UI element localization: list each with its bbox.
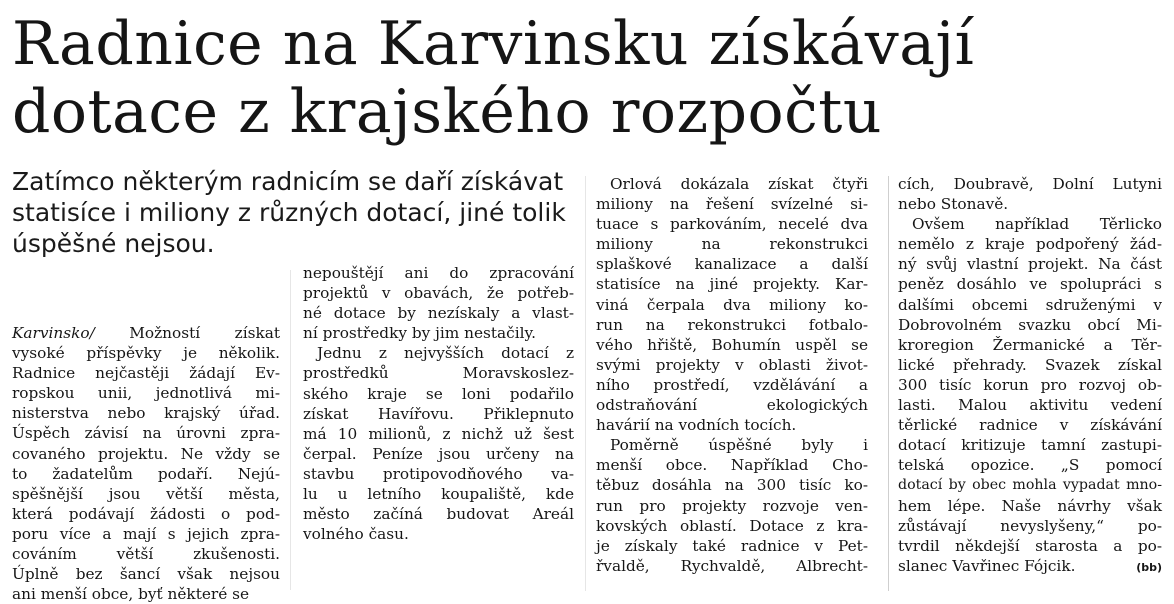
text-line: stavbu protipovodňového va-: [303, 464, 574, 483]
text-line: spěšnější jsou větší města,: [12, 484, 280, 503]
text-line: vého hřiště, Bohumín uspěl se: [596, 335, 868, 354]
text-line: prostředků Moravskoslez-: [303, 364, 574, 383]
text-line: cováním větší zkušenosti.: [12, 545, 280, 564]
text-line: volného času.: [303, 525, 409, 544]
text-line: Úplně bez šancí však nejsou: [12, 565, 280, 584]
text-line: nebo Stonavě.: [898, 195, 1009, 214]
article-column-1: [12, 323, 280, 604]
text-line: né dotace by nezískaly a vlast-: [303, 304, 574, 323]
text-line-part: slanec Vavřinec Fójcik.: [898, 556, 1076, 575]
text-line: [12, 323, 280, 343]
text-line: statisíce na jiné projekty. Kar-: [596, 275, 868, 294]
text-line: poru více a mají s jejich zpra-: [12, 524, 280, 543]
text-line: tuace s parkováním, necelé dva: [596, 215, 868, 234]
text-line: má 10 milionů, z nichž už šest: [303, 424, 574, 443]
text-line: těbuz dosáhla na 300 tisíc ko-: [596, 476, 868, 495]
text-line: ního prostředí, vzdělávání a: [596, 375, 868, 394]
text-line: covaného projektu. Ne vždy se: [12, 444, 280, 463]
lead-line-2: statisíce i miliony z různých dotací, jiné tolik: [12, 198, 566, 227]
text-line: dotací by obec mohla vypadat mno-: [898, 477, 1162, 494]
text-line: viná čerpala dva miliony ko-: [596, 295, 868, 314]
text-line: miliony na řešení svízelné si-: [596, 195, 868, 214]
text-line: ropskou unii, jednotlivá mi-: [12, 384, 280, 403]
text-line: zůstávají nevyslyšeny,“ po-: [898, 516, 1162, 535]
text-line: Úspěch závisí na úrovni zpra-: [12, 424, 280, 443]
text-line: run pro projekty rozvoje ven-: [596, 496, 868, 515]
text-line: 300 tisíc korun pro rozvoj ob-: [898, 375, 1162, 394]
article-column-4: [898, 174, 1162, 578]
text-line: ského kraje se loni podařilo: [303, 384, 574, 403]
text-line: to žadatelům podaří. Nejú-: [12, 464, 280, 483]
text-line: Dobrovolném svazku obcí Mi-: [898, 315, 1162, 334]
article-column-2: [303, 263, 574, 544]
text-line: ný svůj vlastní projekt. Na část: [898, 255, 1162, 274]
lead-line-3: úspěšné nejsou.: [12, 229, 215, 258]
text-line: [898, 556, 1162, 578]
text-line: ani menší obce, byť některé se: [12, 585, 250, 604]
text-line: tvrdil někdejší starosta a po-: [898, 536, 1162, 555]
text-line: run na rekonstrukci fotbalo-: [596, 315, 868, 334]
text-line: svými projekty v oblasti život-: [596, 355, 868, 374]
text-line-part: Možností získat: [129, 324, 280, 342]
text-line: hem lépe. Naše návrhy však: [898, 496, 1162, 515]
text-line: získat Havířovu. Přiklepnuto: [303, 404, 574, 423]
text-line: Poměrně úspěšné byly i: [610, 436, 868, 455]
headline-line-1: Radnice na Karvinsku získávají: [12, 9, 975, 79]
text-line: vysoké příspěvky je několik.: [12, 344, 280, 363]
column-divider: [290, 270, 291, 590]
text-line: Radnice nejčastěji žádají Ev-: [12, 364, 280, 383]
article-column-3: [596, 174, 868, 576]
text-line: nisterstva nebo krajský úřad.: [12, 404, 280, 423]
text-line: čerpal. Peníze jsou určeny na: [303, 444, 574, 463]
text-line: je získaly také radnice v Pet-: [596, 536, 868, 555]
column-divider: [585, 176, 586, 591]
article-lead: [12, 166, 594, 259]
dateline: Karvinsko/: [12, 324, 95, 342]
text-line: kovských oblastí. Dotace z kra-: [596, 516, 868, 535]
text-line: telská opozice. „S pomocí: [898, 456, 1162, 475]
author-signature: (bb): [1136, 560, 1162, 574]
text-line: Orlová dokázala získat čtyři: [610, 175, 868, 193]
text-line: kroregion Žermanické a Těr-: [898, 335, 1162, 354]
text-line: nemělo z kraje podpořený žád-: [898, 235, 1162, 254]
text-line: řvaldě, Rychvaldě, Albrecht-: [596, 556, 868, 575]
text-line: Jednu z nejvyšších dotací z: [317, 344, 574, 363]
text-line: která podávají žádosti o pod-: [12, 504, 280, 523]
text-line: menší obce. Například Cho-: [596, 456, 868, 475]
text-line: peněz dosáhlo ve spolupráci s: [898, 275, 1162, 294]
text-line: nepouštějí ani do zpracování: [303, 264, 574, 282]
text-line: ní prostředky by jim nestačily.: [303, 324, 536, 343]
text-line: lu u letního koupaliště, kde: [303, 485, 574, 504]
text-line: miliony na rekonstrukci: [596, 235, 868, 254]
text-line: dalšími obcemi sdruženými v: [898, 295, 1162, 314]
text-line: těrlické radnice v získávání: [898, 416, 1162, 435]
text-line: město začíná budovat Areál: [303, 505, 574, 524]
text-line: Ovšem například Těrlicko: [912, 215, 1162, 234]
text-line: havárií na vodních tocích.: [596, 416, 797, 435]
text-line: projektů v obavách, že potřeb-: [303, 284, 574, 303]
column-divider: [888, 176, 889, 591]
text-line: lické přehrady. Svazek získal: [898, 355, 1162, 374]
article-headline: [12, 10, 1162, 146]
text-line: cích, Doubravě, Dolní Lutyni: [898, 175, 1162, 193]
text-line: splaškové kanalizace a další: [596, 255, 868, 274]
lead-line-1: Zatímco některým radnicím se daří získávat: [12, 167, 564, 196]
text-line: odstraňování ekologických: [596, 396, 868, 415]
text-line: dotací kritizuje tamní zastupi-: [898, 436, 1162, 455]
headline-line-2: dotace z krajského rozpočtu: [12, 77, 882, 147]
text-line: lasti. Malou aktivitu vedení: [898, 396, 1162, 415]
